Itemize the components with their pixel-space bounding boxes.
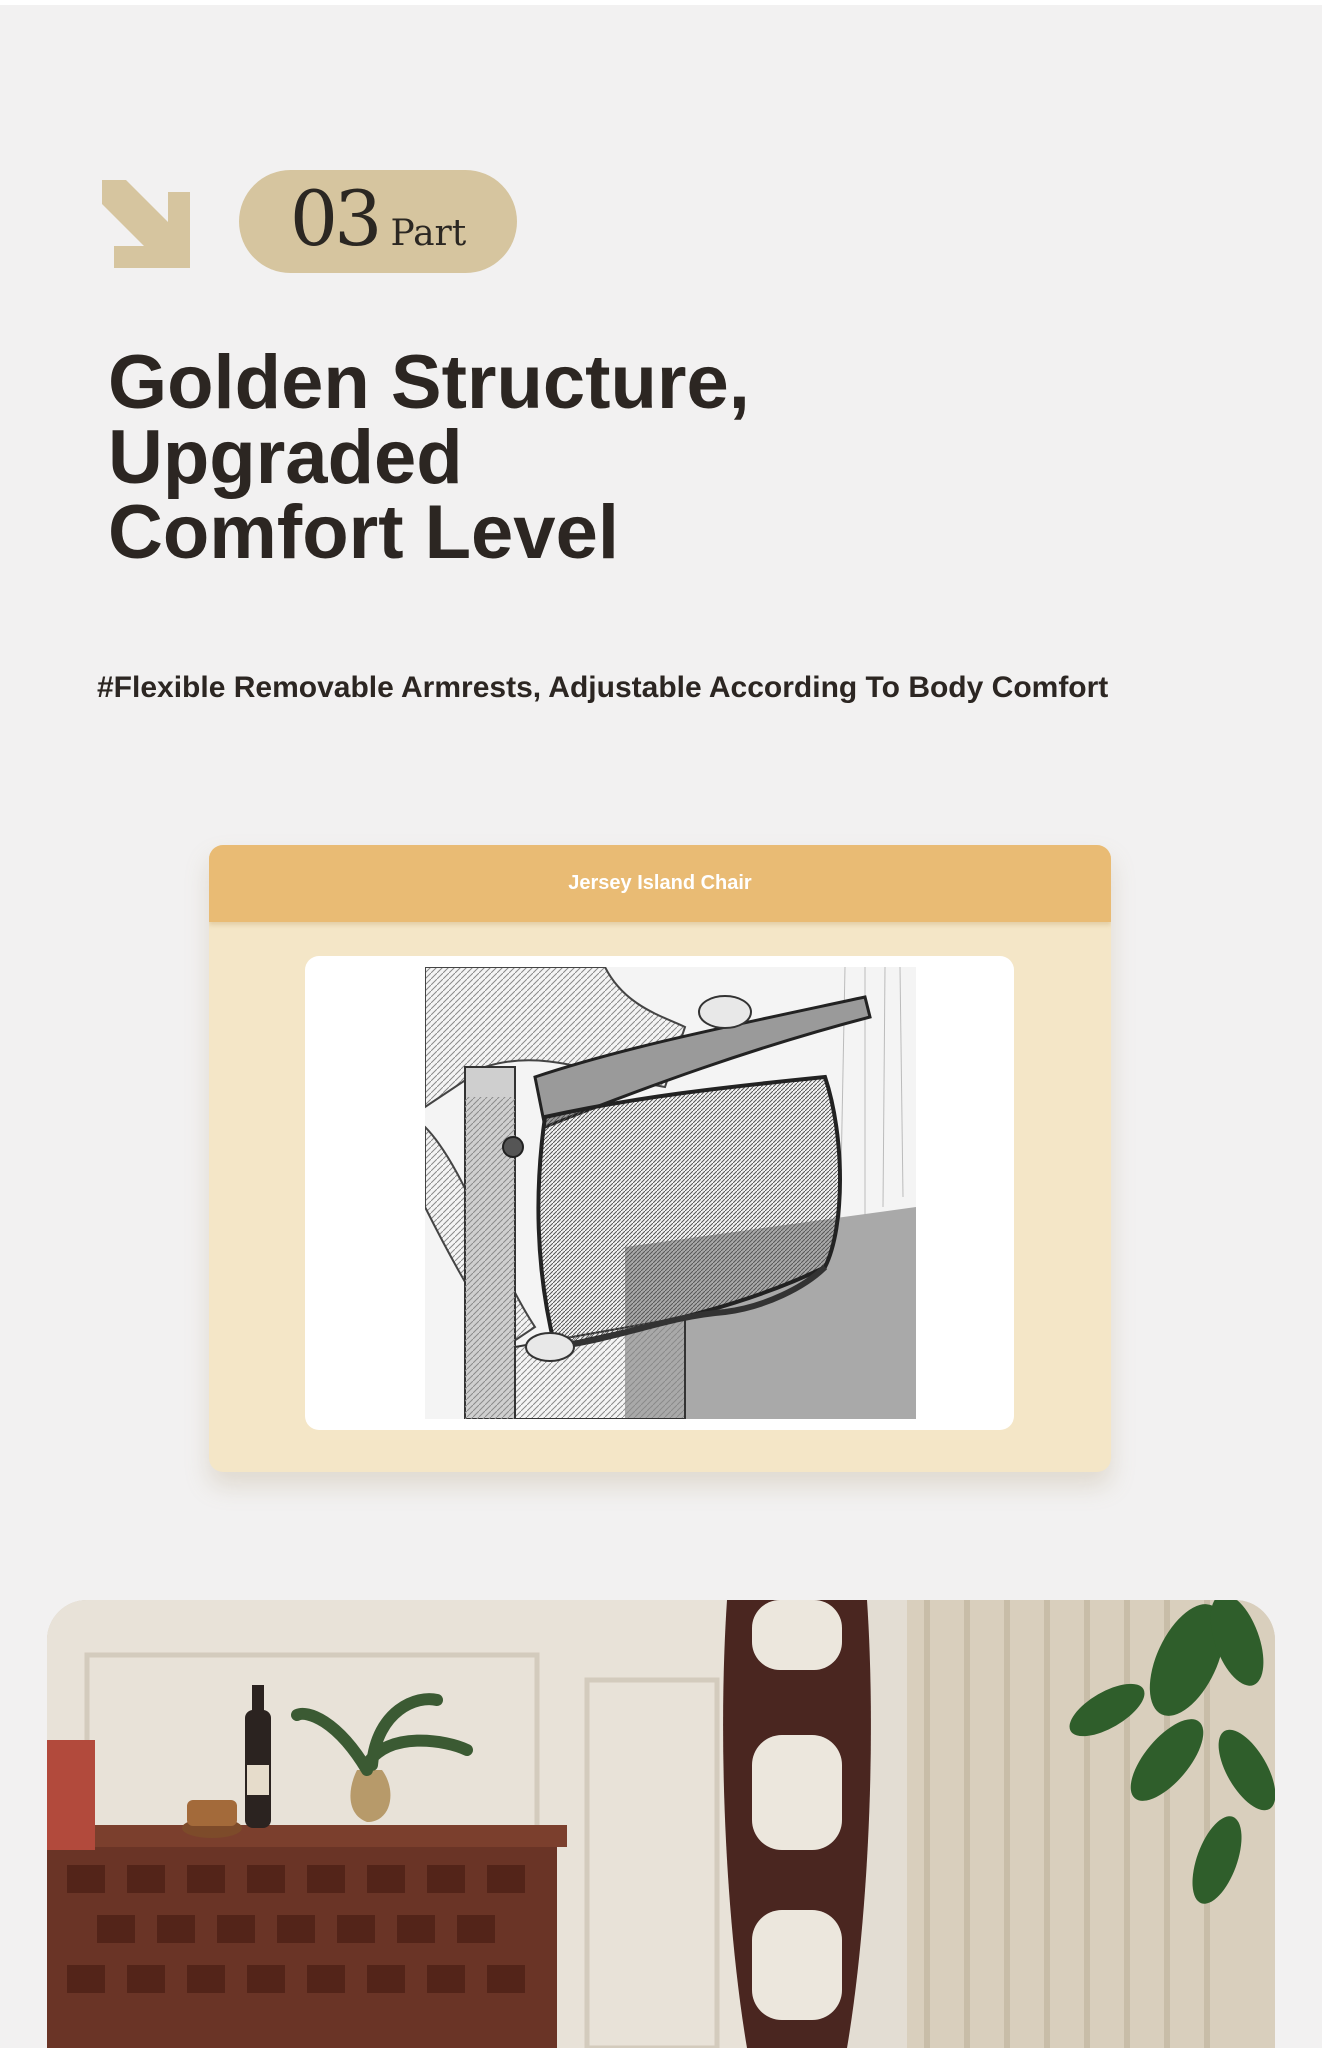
living-room-photo-image bbox=[47, 1600, 1275, 2048]
section-title-line-2: Upgraded bbox=[108, 415, 463, 500]
product-card-header bbox=[209, 845, 1111, 922]
product-card-title: Jersey Island Chair bbox=[568, 872, 752, 894]
feature-tagline: #Flexible Removable Armrests, Adjustable According To Body Comfort bbox=[97, 671, 1109, 704]
top-strip bbox=[0, 0, 1322, 5]
product-image-frame bbox=[305, 956, 1014, 1430]
section-title-line-3: Comfort Level bbox=[108, 490, 619, 575]
section-number: 03 bbox=[289, 173, 379, 263]
living-room-photo bbox=[47, 1600, 1275, 2048]
arrow-down-right-icon bbox=[102, 180, 192, 270]
section-number-badge bbox=[239, 170, 517, 273]
armrest-removal-sketch-image bbox=[425, 967, 916, 1419]
product-card bbox=[209, 845, 1111, 1472]
section-title-line-1: Golden Structure, bbox=[108, 340, 750, 425]
section-number-suffix: Part bbox=[390, 212, 467, 254]
section-title bbox=[108, 340, 868, 575]
